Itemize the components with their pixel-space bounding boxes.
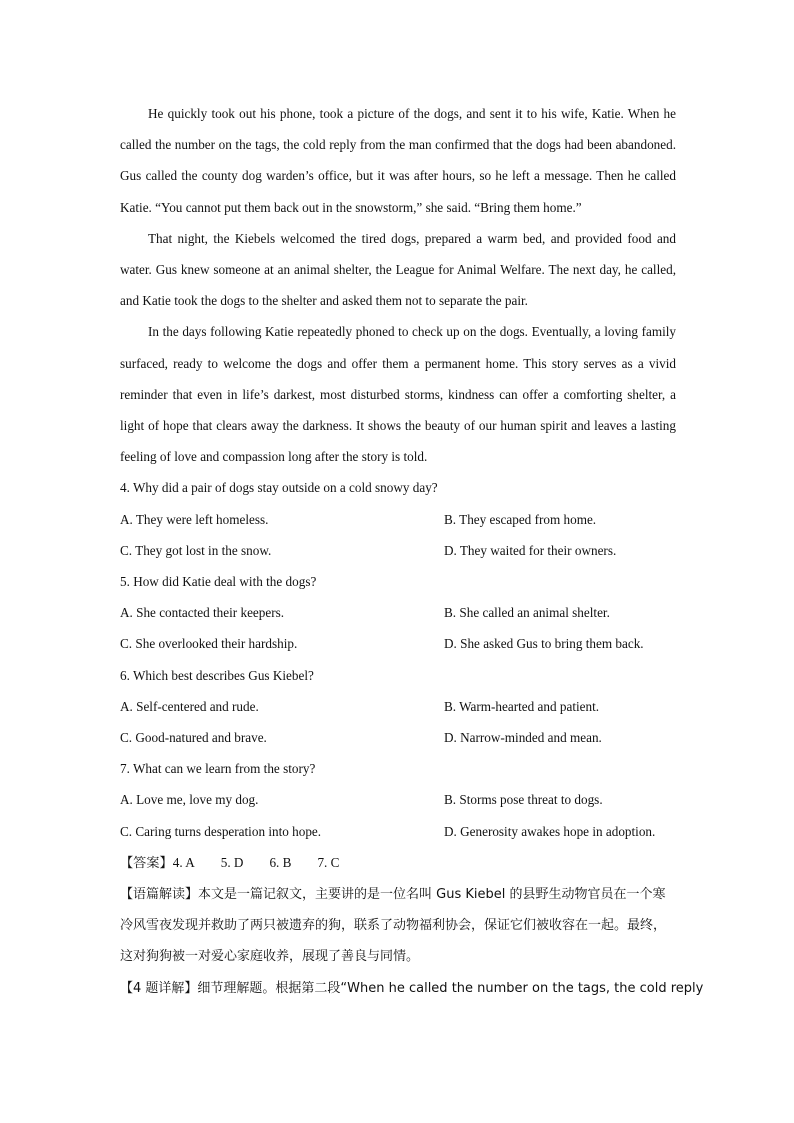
option-c: C. They got lost in the snow. <box>120 542 272 558</box>
answer-item: 5. D <box>220 854 244 870</box>
question-6 <box>120 660 676 754</box>
option-d: D. Narrow-minded and mean. <box>444 730 602 746</box>
option-d: D. She asked Gus to bring them back. <box>444 636 644 652</box>
question-stem: 6. Which best describes Gus Kiebel? <box>120 667 314 683</box>
options-row <box>120 691 676 722</box>
detail-label: 【4 题详解】 <box>120 980 198 996</box>
option-a: A. She contacted their keepers. <box>120 605 285 621</box>
interpretation-text: 本文是一篇记叙文，主要讲的是一位名叫 Gus Kiebel 的县野生动物官员在一个寒冷风雪夜发现并救助了两只被遗弃的狗，联系了动物福利协会，保证它们被收容在一起。最终，这对狗狗被一对爱心家庭收养，展现了善良与同情。 <box>120 887 667 965</box>
option-c: C. Good-natured and brave. <box>120 730 267 746</box>
option-a: A. They were left homeless. <box>120 511 269 527</box>
question-stem: 7. What can we learn from the story? <box>120 761 316 777</box>
question-stem: 4. Why did a pair of dogs stay outside on a cold snowy day? <box>120 480 438 496</box>
question-4-explanation <box>120 973 704 1004</box>
option-c: C. Caring turns desperation into hope. <box>120 823 322 839</box>
option-b: B. Storms pose threat to dogs. <box>444 792 603 808</box>
question-5 <box>120 566 676 660</box>
question-stem: 5. How did Katie deal with the dogs? <box>120 574 317 590</box>
option-a: A. Love me, love my dog. <box>120 792 259 808</box>
option-d: D. Generosity awakes hope in adoption. <box>444 823 656 839</box>
passage-paragraph-3: In the days following Katie repeatedly phoned to check up on the dogs. Eventually, a loving family surfaced, ready to welcome the dogs and offer them a permanent home. This story serves as a vivid reminder that even in life’s darkest, most disturbed storms, kindness can offer a comforting shelter, a light of hope that clears away the darkness. It shows the beauty of our human spirit and leaves a lasting feeling of love and compassion long after the story is told. <box>120 324 676 465</box>
option-b: B. They escaped from home. <box>444 511 597 527</box>
question-7 <box>120 753 676 847</box>
detail-text: 细节理解题。根据第二段“When he called the number on the tags, the cold reply <box>197 980 704 996</box>
options-row <box>120 784 676 815</box>
option-b: B. She called an animal shelter. <box>444 605 610 621</box>
answer-item: 4. A <box>172 854 195 870</box>
answer-key <box>120 847 676 879</box>
question-4 <box>120 472 676 566</box>
options-row <box>120 722 676 753</box>
option-d: D. They waited for their owners. <box>444 542 617 558</box>
passage-paragraph-1: He quickly took out his phone, took a picture of the dogs, and sent it to his wife, Katie. When he called the number on the tags, the cold reply from the man confirmed that the dogs had been abandoned. Gus called the county dog warden’s office, but it was after hours, so he left a message. Then he called Katie. “You cannot put them back out in the snowstorm,” she said. “Bring them home.” <box>120 106 676 215</box>
answer-label: 【答案】 <box>120 855 173 871</box>
answer-item: 7. C <box>317 854 340 870</box>
options-row <box>120 628 676 659</box>
passage-interpretation <box>120 879 676 973</box>
option-b: B. Warm-hearted and patient. <box>444 698 600 714</box>
option-c: C. She overlooked their hardship. <box>120 636 298 652</box>
document-content <box>120 98 704 1004</box>
interpretation-label: 【语篇解读】 <box>120 887 199 903</box>
answer-item: 6. B <box>269 854 292 870</box>
options-row <box>120 535 676 566</box>
options-row <box>120 504 676 535</box>
option-a: A. Self-centered and rude. <box>120 698 259 714</box>
options-row <box>120 816 676 847</box>
options-row <box>120 597 676 628</box>
passage-paragraph-2: That night, the Kiebels welcomed the tired dogs, prepared a warm bed, and provided food and water. Gus knew someone at an animal shelter, the League for Animal Welfare. The next day, he called, and Katie took the dogs to the shelter and asked them not to separate the pair. <box>120 230 676 309</box>
